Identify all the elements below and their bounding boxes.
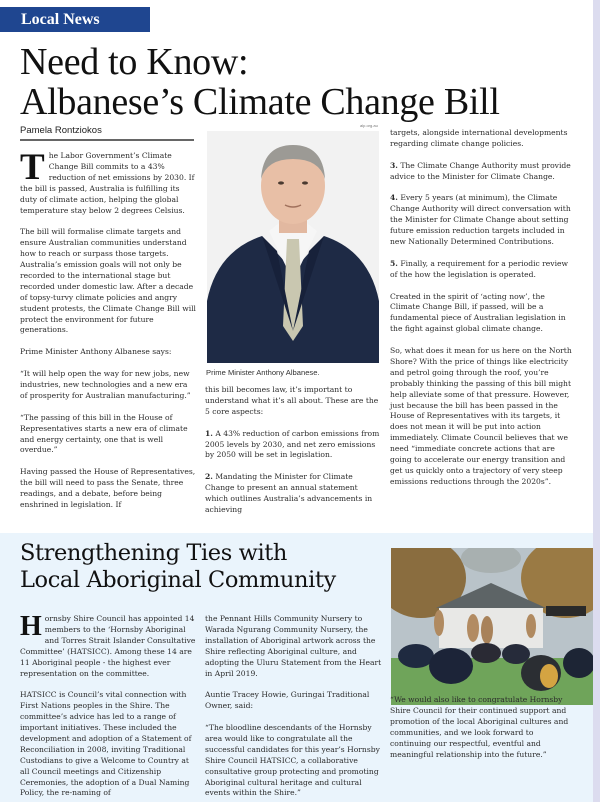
core-aspect-4: 4. Every 5 years (at minimum), the Climate Change Authority will direct conversation with the Minister for Climate Change about setting future emission reduction targets included in new Nationally Determined Contributions. (390, 193, 571, 247)
portrait-illustration (207, 131, 379, 363)
paragraph: Auntie Tracey Howie, Guringai Traditional Owner, said: (205, 690, 370, 711)
paragraph: this bill becomes law, it’s important to understand what it’s all about. These are the 5 core aspects: (205, 385, 379, 416)
paragraph: The bill will formalise climate targets and ensure Australian communities understand how to reach or surpass those targets. Australia’s emission goals will not only be recorded to the international stage but recorded under domestic law. After a decade of topsy-turvy climate policies and angry student protests, the Climate Change Bill will protect the environment for future generations. (20, 227, 196, 335)
photo-credit: alp.org.au (360, 123, 378, 128)
byline: Pamela Rontziokos (20, 125, 194, 141)
paragraph: targets, alongside international developments regarding climate change policies. (390, 128, 568, 148)
article2-headline (20, 540, 400, 594)
article2-column-1 (20, 611, 200, 810)
paragraph: So, what does it mean for us here on the North Shore? With the price of things like electricity and petrol going through the roof, you’re probably thinking the passing of this bill might help alleviate some of that pressure. However, just because the bill has been passed in the House of Representatives with its targets, it does not mean it will be put into action immediately. Climate Council believes that we need “immediate concrete actions that are going to accelerate our energy transition and get us quickly onto a trajectory of very steep emissions reductions through the 2020s”. (390, 346, 572, 486)
core-aspect-5: 5. Finally, a requirement for a periodic review of the how the legislation is operated. (390, 258, 568, 279)
portrait-photo (207, 131, 379, 363)
article2-column-2 (205, 614, 385, 810)
headline2-line-1: Strengthening Ties with (20, 540, 288, 566)
photo-caption: Prime Minister Anthony Albanese. (206, 368, 320, 377)
paragraph: the Pennant Hills Community Nursery to Warada Ngurang Community Nursery, the installation of Aboriginal artwork across the Shire reflecting Aboriginal culture, and adopting the Uluru Statement from the Heart in April 2019. (205, 614, 382, 678)
drop-cap: T (20, 147, 45, 188)
headline2-line-2: Local Aboriginal Community (20, 567, 336, 593)
article-column-2 (205, 385, 383, 527)
paragraph: HATSICC is Council’s vital connection with First Nations peoples in the Shire. The committee’s advice has led to a range of important initiatives. These included the development and adoption of a Statement of Reconciliation in 2008, inviting Traditional Custodians to give a Welcome to Country at all Council meetings and Citizenship Ceremonies, the adoption of a Dual Naming Policy, the re-naming of (20, 690, 192, 798)
headline-line-2: Albanese’s Climate Change Bill (20, 81, 500, 123)
paragraph: The Labor Government’s Climate Change Bill commits to a 43% reduction of net emissions by 2030. If the bill is passed, Australia is fulfilling its duty of climate action, helping the global temperature stay below 2 degrees Celsius. (20, 147, 195, 215)
quote-paragraph: “The passing of this bill in the House of Representatives starts a new era of climate and energy certainty, one that is well overdue.” (20, 412, 188, 455)
quote-paragraph: “The bloodline descendants of the Hornsby area would like to congratulate all the successful candidates for this year’s Hornsby Shire Council HATSICC, a collaborative consultative group protecting and promoting Aboriginal cultural heritage and cultural events within the Shire.” (205, 723, 380, 798)
core-aspect-3: 3. The Climate Change Authority must provide advice to the Minister for Climate Change. (390, 160, 571, 181)
page-edge-strip (593, 0, 600, 802)
paragraph: Hornsby Shire Council has appointed 14 members to the ‘Hornsby Aboriginal and Torres Strait Islander Consultative Committee’ (HATSICC). Among these 14 are 11 Aboriginal people - the highest ever representation on the committee. (20, 611, 196, 678)
core-aspect-2: 2. Mandating the Minister for Climate Change to present an annual statement which outlines Australia’s advancements in achieving (205, 472, 373, 514)
paragraph: Having passed the House of Representatives, the bill will need to pass the Senate, three readings, and a debate, before being enshrined in legislation. If (20, 467, 196, 509)
ceremony-illustration (391, 548, 593, 705)
drop-cap: H (20, 611, 42, 642)
ceremony-photo (391, 548, 593, 705)
core-aspect-1: 1. A 43% reduction of carbon emissions from 2005 levels by 2030, and net zero emissions by 2050 will be set in legislation. (205, 428, 380, 460)
article-column-3 (390, 128, 572, 499)
quote-paragraph: “We would also like to congratulate Hornsby Shire Council for their continued support and promotion of the local Aboriginal cultures and communities, and we look forward to continuing our respectful, eventful and meaningful relationship into the future.” (390, 695, 569, 759)
headline-line-1: Need to Know: (20, 41, 249, 83)
article-column-1 (20, 147, 196, 522)
paragraph: Created in the spirit of ‘acting now’, the Climate Change Bill, if passed, will be a fundamental piece of Australian legislation in the fight against global climate change. (390, 291, 566, 334)
quote-paragraph: “It will help open the way for new jobs, new industries, new technologies and a new era of prosperity for Australian manufacturing.” (20, 369, 191, 400)
article-headline (20, 42, 580, 122)
section-tag: Local News (0, 7, 150, 32)
article2-column-3 (390, 695, 572, 771)
paragraph: Prime Minister Anthony Albanese says: (20, 347, 172, 357)
